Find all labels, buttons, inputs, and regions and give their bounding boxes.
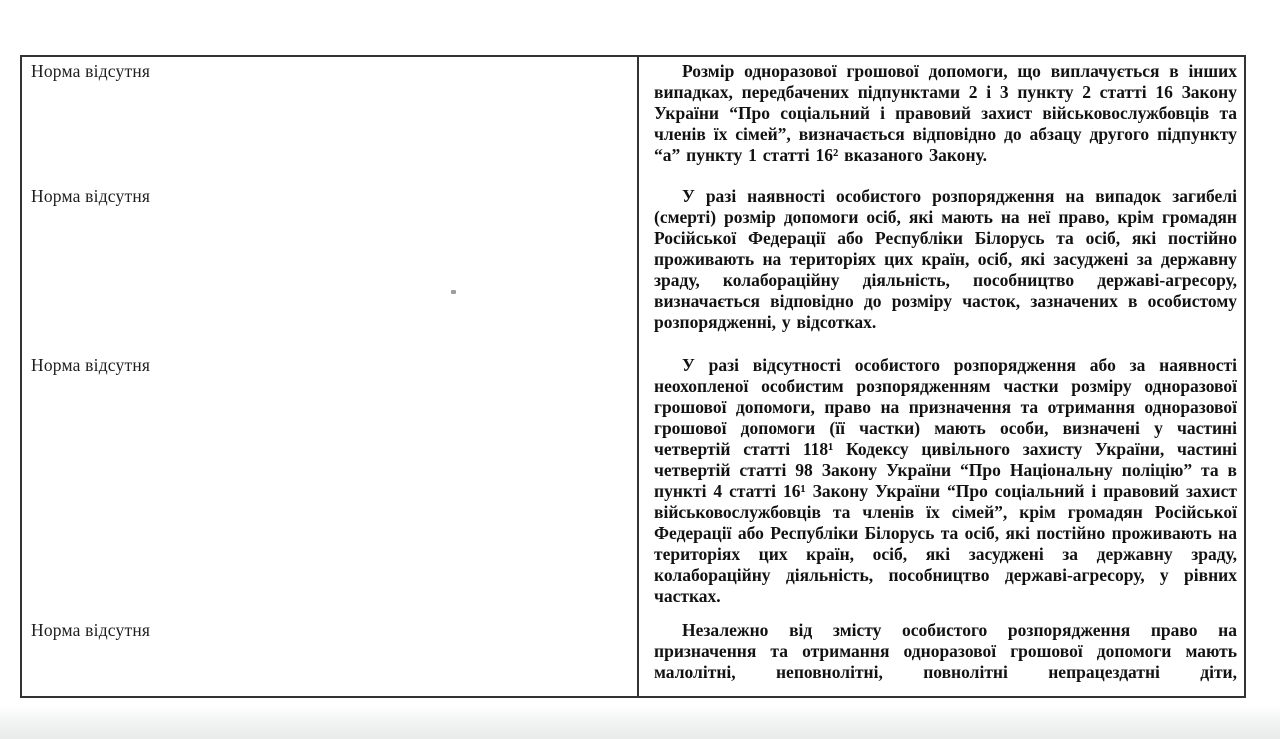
norm-absent-label: Норма відсутня [31, 186, 151, 206]
left-cell [22, 351, 639, 616]
page-edge-background [0, 706, 1280, 739]
paragraph: У разі відсутності особистого розпорядження або за наявності неохопленої особистим розпорядженням частки розміру одноразової грошової допомоги, право на призначення та отримання одноразової грошової допомоги (її частки) мають особи, визначені у частині четвертій статті 118¹ Кодексу цивільного захисту України, частині четвертій статті 98 Закону України “Про Національну поліцію” та в пункті 4 статті 16¹ Закону України “Про соціальний і правовий захист військовослужбовців та членів їх сімей”, крім громадян Російської Федерації або Республіки Білорусь та осіб, які постійно проживають на територіях цих країн, осіб, які засуджені за державну зраду, колабораційну діяльність, пособництво державі-агресору, у рівних частках. [654, 355, 1237, 606]
table-row [22, 182, 1244, 351]
right-cell [639, 182, 1244, 351]
paragraph: Розмір одноразової грошової допомоги, що виплачується в інших випадках, передбачених підпунктами 2 і 3 пункту 2 статті 16 Закону України “Про соціальний і правовий захист військовослужбовців та членів їх сімей”, визначається відповідно до абзацу другого підпункту “а” пункту 1 статті 16² вказаного Закону. [654, 61, 1237, 165]
left-cell [22, 182, 639, 351]
comparison-table [20, 55, 1246, 698]
paragraph: У разі наявності особистого розпорядження на випадок загибелі (смерті) розмір допомоги осіб, які мають на неї право, крім громадян Російської Федерації або Республіки Білорусь та осіб, які постійно проживають на територіях цих країн, осіб, які засуджені за державну зраду, колабораційну діяльність, пособництво державі-агресору, визначається відповідно до розміру часток, зазначених в особистому розпорядженні, у відсотках. [654, 186, 1237, 332]
paragraph: Незалежно від змісту особистого розпорядження право на призначення та отримання одноразової грошової допомоги мають малолітні, неповнолітні, повнолітні непрацездатні діти, [654, 620, 1237, 682]
norm-absent-label: Норма відсутня [31, 61, 151, 81]
right-cell [639, 616, 1244, 696]
norm-absent-label: Норма відсутня [31, 355, 151, 375]
scan-artifact [451, 290, 456, 294]
table-row [22, 351, 1244, 616]
right-cell [639, 351, 1244, 616]
right-cell [639, 57, 1244, 182]
norm-absent-label: Норма відсутня [31, 620, 151, 640]
left-cell [22, 616, 639, 696]
left-cell [22, 57, 639, 182]
table-row [22, 57, 1244, 182]
table-row [22, 616, 1244, 696]
